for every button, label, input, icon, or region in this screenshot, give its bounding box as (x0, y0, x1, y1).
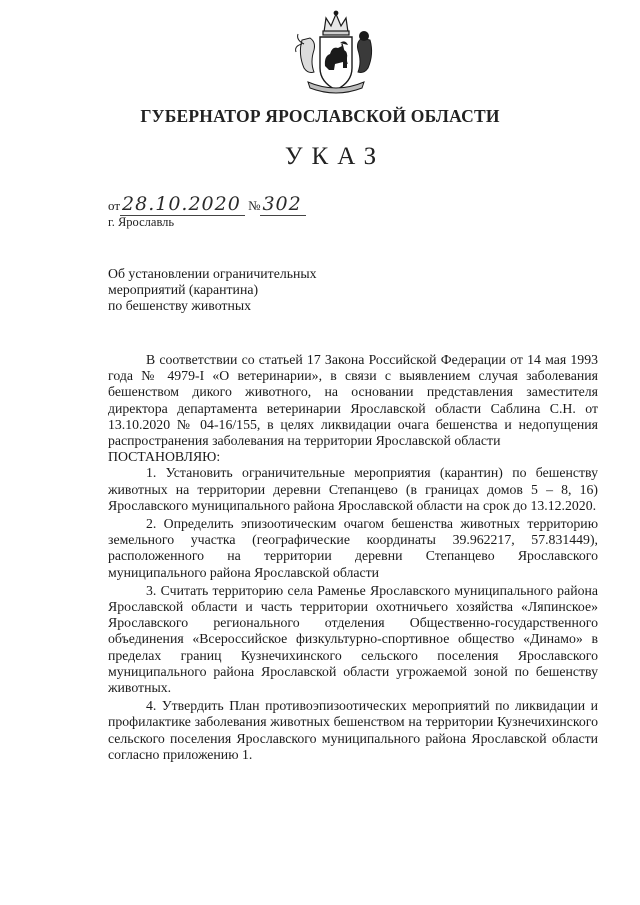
decree-item: 4. Утвердить План противоэпизоотических мероприятий по ликвидации и профилактике заболевания животных бешенством на территории Кузнечихинского сельского поселения Ярославского муниципального района Ярославской области согласно приложению 1. (108, 698, 598, 762)
document-type: УКАЗ (284, 143, 386, 170)
subject-line: Об установлении ограничительных (108, 266, 317, 281)
decree-item: 1. Установить ограничительные мероприятия (карантин) по бешенству животных на территории деревни Степанцево (в границах домов 5 – 8, 16) Ярославского муниципального района Ярославской области на срок до 13.12.2020. (108, 465, 598, 513)
date-prefix: от (108, 198, 121, 213)
subject-line: мероприятий (карантина) (108, 282, 259, 297)
decree-body (108, 352, 598, 763)
coat-of-arms-icon (292, 10, 380, 96)
organization-title: ГУБЕРНАТОР ЯРОСЛАВСКОЙ ОБЛАСТИ (140, 106, 500, 126)
preamble-paragraph: В соответствии со статьей 17 Закона Российской Федерации от 14 мая 1993 года № 4979-I «О ветеринарии», в связи с выявлением случая заболевания бешенством дикого животного, на основании представления заместителя директора департамента ветеринарии Ярославской области Саблина С.Н. от 13.10.2020 № 04-16/155, в целях ликвидации очага бешенства и недопущения распространения заболевания на территории Ярославской области (108, 352, 598, 449)
decree-subject (108, 266, 408, 314)
city-label: г. Ярославль (108, 215, 175, 229)
decree-item: 2. Определить эпизоотическим очагом бешенства животных территорию земельного участка (географические координаты 39.962217, 57.831449), расположенного на территории деревни Степанцево Ярославского муниципального района Ярославской области (108, 516, 598, 580)
document-date: 28.10.2020 (120, 193, 245, 216)
subject-line: по бешенству животных (108, 298, 252, 313)
document-number: 302 (260, 193, 305, 216)
decree-word: ПОСТАНОВЛЯЮ: (108, 449, 221, 465)
date-number-line (108, 193, 306, 215)
number-prefix: № (248, 198, 261, 213)
decree-item: 3. Считать территорию села Раменье Ярославского муниципального района Ярославской области и часть территории охотничьего хозяйства «Ляпинское» Ярославского регионального отделения Общественно-государственного объединения «Всероссийское физкультурно-спортивное общество «Динамо» в пределах границ Кузнечихинского сельского поселения Ярославского муниципального района Ярославской области угрожаемой зоной по бешенству животных. (108, 582, 598, 696)
